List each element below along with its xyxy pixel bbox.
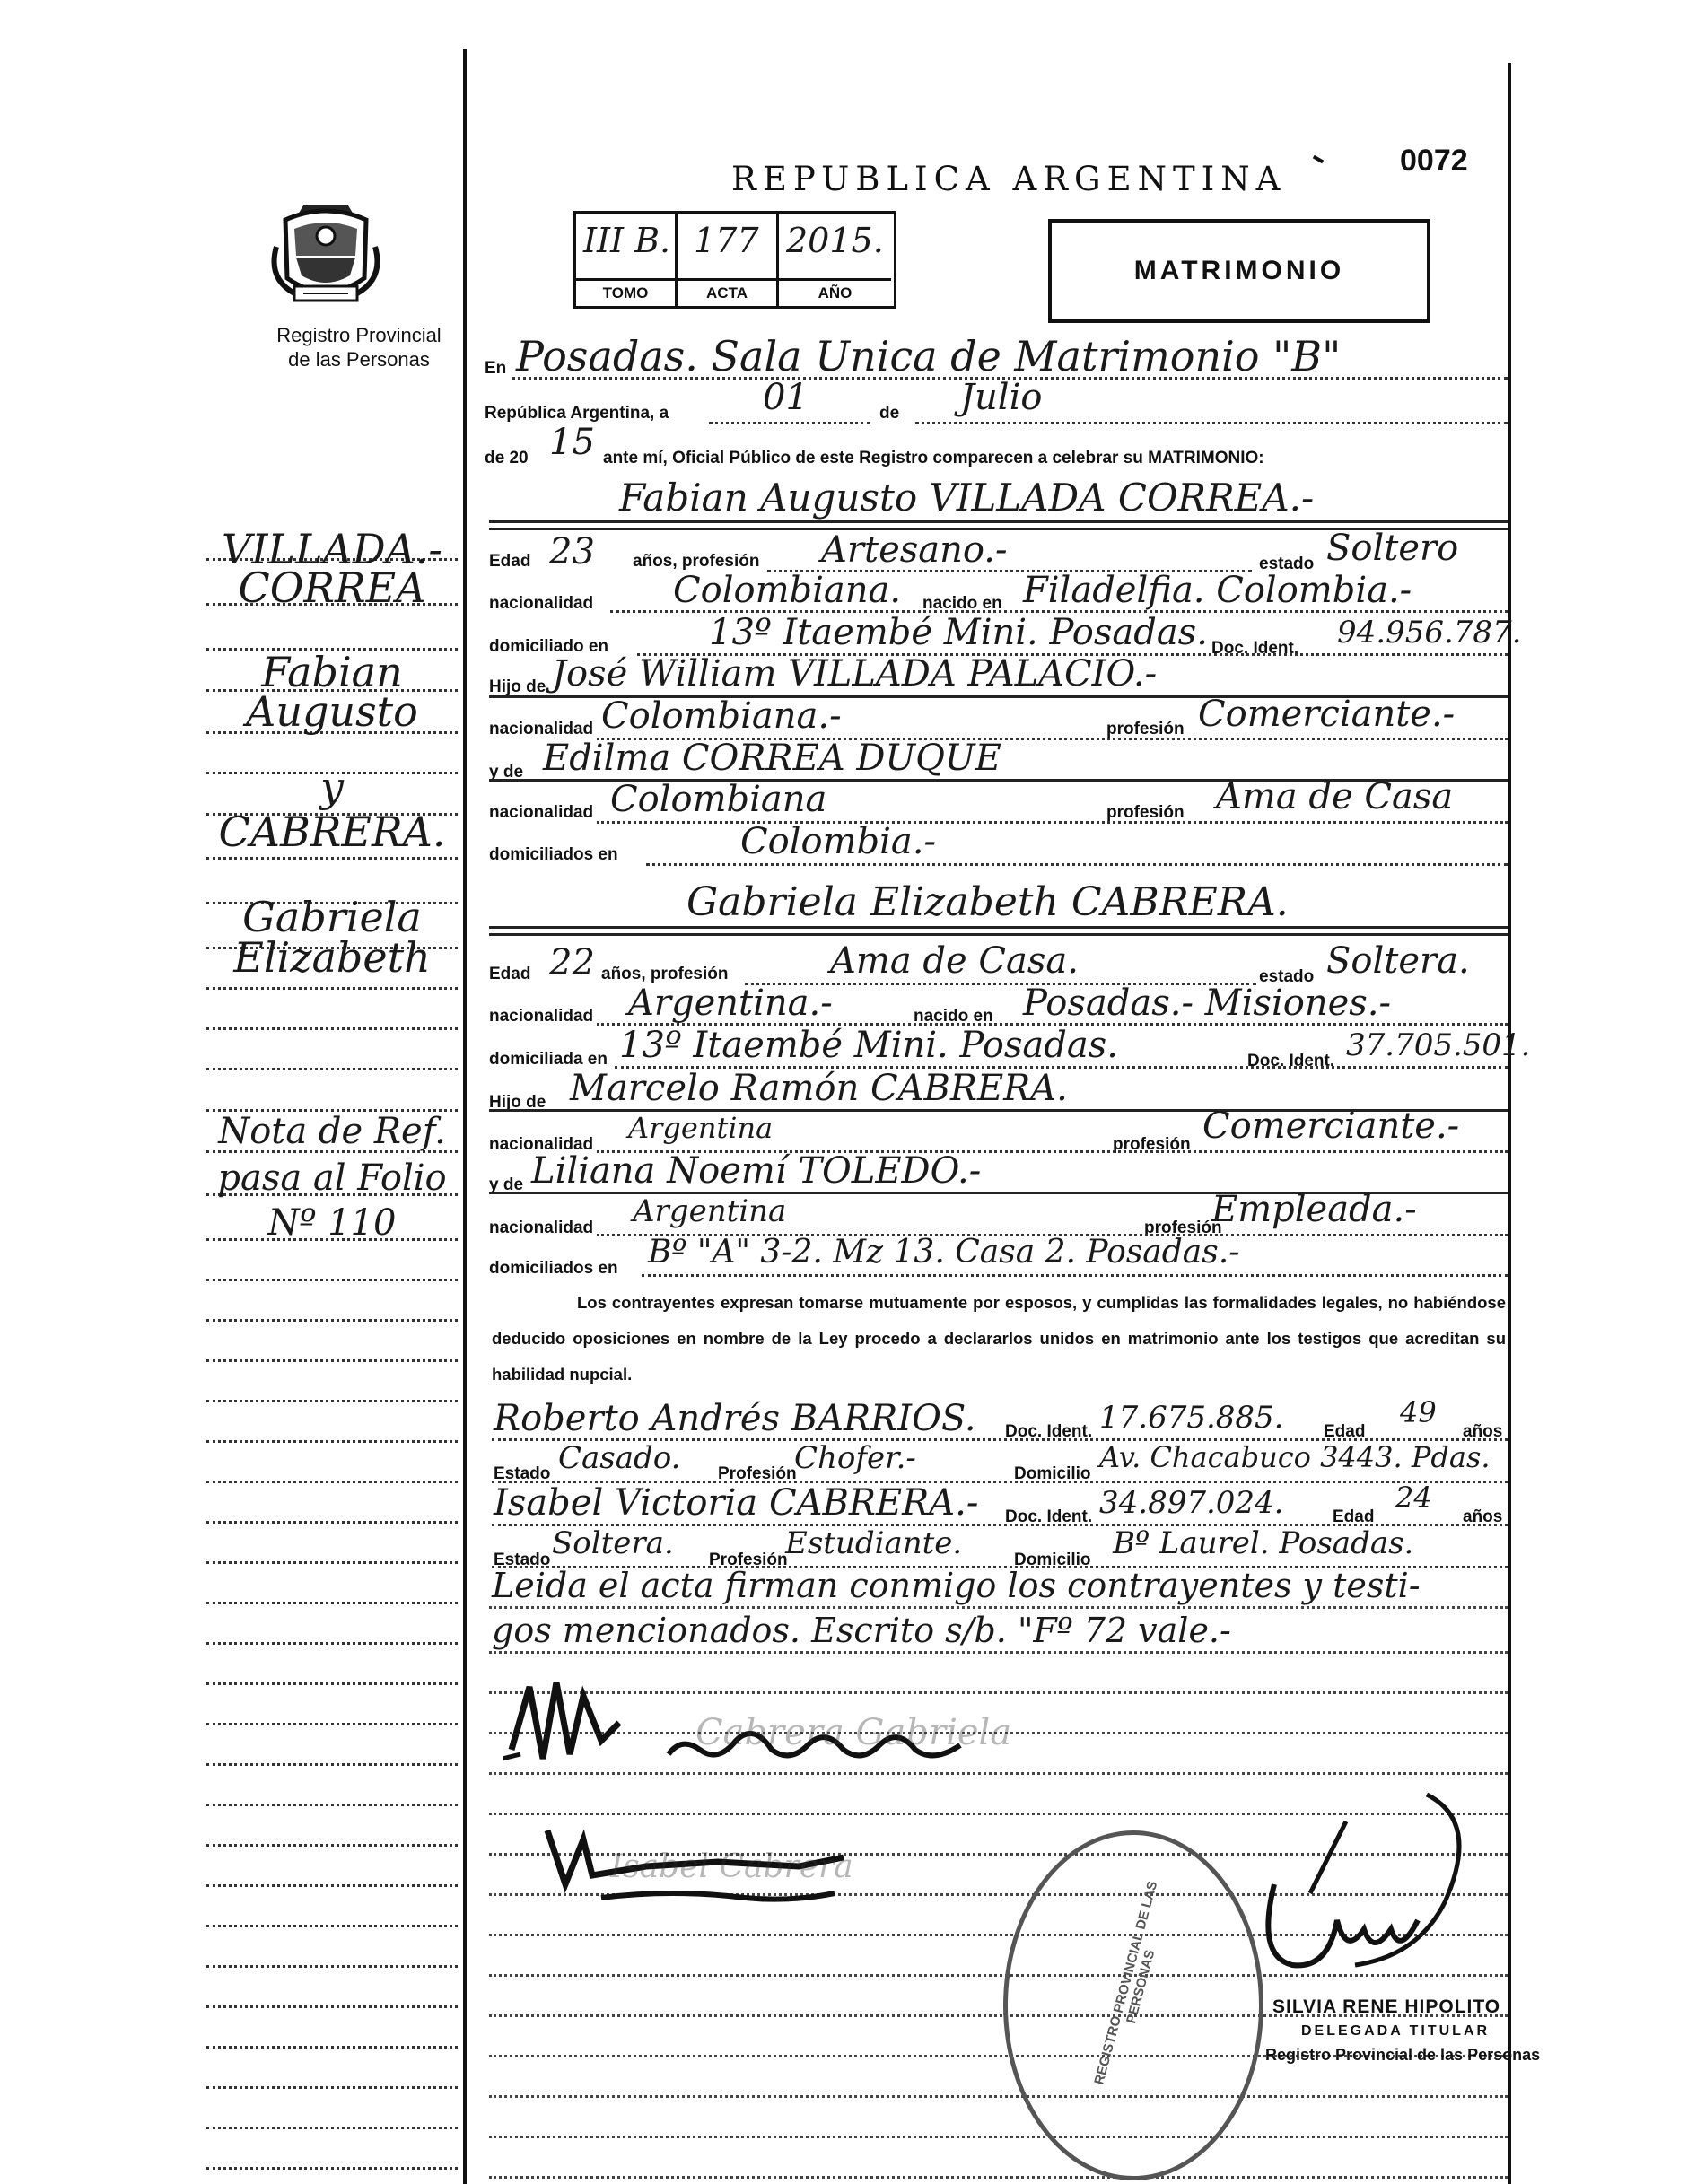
groom-edad-label: Edad — [489, 552, 531, 571]
acta-label: ACTA — [678, 278, 779, 306]
bride-dom-label: domiciliada en — [489, 1050, 608, 1069]
year-prefix: de 20 — [485, 449, 529, 467]
witness2-edad-label: Edad — [1333, 1507, 1375, 1526]
groom-doc: 94.956.787. — [1337, 615, 1522, 651]
margin-given2: Augusto — [246, 687, 418, 736]
margin-surname3: CABRERA. — [218, 808, 446, 856]
groom-civil-status: Soltero — [1326, 528, 1459, 569]
groom-father-prof: Comerciante.- — [1198, 694, 1456, 735]
margin-line — [206, 1723, 458, 1725]
margin-surname1: VILLADA.- — [222, 525, 442, 573]
margin-line — [206, 1068, 458, 1070]
margin-line — [206, 1602, 458, 1604]
witness1-edad-label: Edad — [1324, 1422, 1366, 1441]
bride-birthplace: Posadas.- Misiones.- — [1023, 983, 1392, 1024]
bride-edad-label: Edad — [489, 965, 531, 983]
declaration-text: Los contrayentes expresan tomarse mutuamente por esposos, y cumplidas las formalidades legales, no habiéndose deducido oposiciones en nombre de la Ley procedo a declararlos unidos en matrimonio ante los testigos que acreditan su habilidad nupcial. — [492, 1293, 1506, 1384]
groom-profession: Artesano.- — [821, 529, 1008, 571]
groom-name: Fabian Augusto VILLADA CORREA.- — [619, 476, 1315, 520]
acta-cell — [678, 214, 779, 278]
margin-line — [206, 1400, 458, 1402]
witness1-status: Casado. — [558, 1440, 681, 1476]
document-type-box: MATRIMONIO — [1048, 219, 1430, 323]
bride-address: 13º Itaembé Mini. Posadas. — [619, 1025, 1118, 1066]
witness2-address: Bº Laurel. Posadas. — [1113, 1525, 1414, 1561]
bride-nationality: Argentina.- — [628, 983, 833, 1024]
witness2-anos-label: años — [1463, 1507, 1503, 1526]
groom-signature-icon — [503, 1669, 628, 1777]
bride-civil-status: Soltera. — [1326, 940, 1470, 982]
witness1-anos-label: años — [1463, 1422, 1503, 1441]
margin-line — [206, 1359, 458, 1362]
official-title: DELEGADA TITULAR — [1301, 2023, 1491, 2039]
tomo-cell — [576, 214, 678, 278]
right-border-line — [1508, 63, 1511, 2184]
ruled-line — [489, 1606, 1508, 1609]
margin-given4: Elizabeth — [233, 933, 431, 982]
witness1-profession: Chofer.- — [794, 1440, 916, 1476]
groom-yde-label: y de — [489, 763, 524, 782]
groom-estado-label: estado — [1259, 555, 1315, 573]
margin-line — [206, 1925, 458, 1927]
margin-conj: y — [320, 763, 344, 811]
margin-line — [206, 1965, 458, 1968]
bride-name-line2 — [489, 933, 1508, 936]
tick-mark — [1313, 149, 1327, 163]
margin-line — [206, 1440, 458, 1443]
page-number: 0072 — [1400, 144, 1468, 178]
groom-father-nat: Colombiana.- — [601, 695, 842, 737]
witness2-doc-label: Doc. Ident. — [1005, 1507, 1093, 1526]
witness1-dom-label: Domicilio — [1014, 1464, 1091, 1483]
ruled-line — [489, 2095, 1508, 2098]
groom-hijo-label: Hijo de — [489, 677, 546, 696]
margin-line — [206, 1844, 458, 1847]
groom-birthplace: Filadelfia. Colombia.- — [1023, 570, 1412, 611]
provincial-crest-icon — [267, 193, 384, 310]
de-label: de — [879, 404, 900, 423]
margin-line — [206, 1319, 458, 1322]
bride-name: Gabriela Elizabeth CABRERA. — [686, 879, 1289, 925]
margin-line — [206, 2086, 458, 2089]
official-registry: Registro Provincial de las Personas — [1265, 2046, 1541, 2064]
bride-doc: 37.705.501. — [1346, 1027, 1531, 1063]
witness1-name: Roberto Andrés BARRIOS. — [494, 1398, 976, 1439]
anio-value: 2015. — [786, 221, 884, 260]
acta-value: 177 — [694, 221, 759, 260]
witness1-address: Av. Chacabuco 3443. Pdas. — [1099, 1440, 1491, 1474]
groom-nacido-label: nacido en — [922, 594, 1002, 613]
witness2-profession: Estudiante. — [785, 1525, 963, 1561]
bride-parents-fill — [642, 1274, 1508, 1277]
bride-father-prof-label: profesión — [1113, 1135, 1191, 1154]
margin-note3: Nº 110 — [267, 1202, 397, 1244]
month-fill — [915, 422, 1508, 424]
ruled-line — [489, 2176, 1508, 2179]
groom-age: 23 — [549, 531, 595, 572]
witness1-estado-label: Estado — [494, 1464, 551, 1483]
groom-doc-label: Doc. Ident. — [1211, 639, 1299, 658]
bride-father: Marcelo Ramón CABRERA. — [570, 1068, 1068, 1109]
margin-note2: pasa al Folio — [217, 1158, 447, 1199]
groom-name-line — [489, 520, 1508, 523]
margin-line — [206, 857, 458, 860]
margin-line — [206, 1521, 458, 1524]
margin-line — [206, 2127, 458, 2129]
anio-cell — [779, 214, 891, 278]
margin-line — [206, 1682, 458, 1685]
groom-mother-prof-label: profesión — [1106, 803, 1185, 822]
witness1-age: 49 — [1400, 1395, 1437, 1429]
month-value: Julio — [960, 377, 1043, 418]
official-name: SILVIA RENE HIPOLITO — [1272, 1996, 1501, 2017]
witness2-age: 24 — [1395, 1481, 1432, 1515]
closing-line2: gos mencionados. Escrito s/b. "Fº 72 vale.- — [492, 1611, 1231, 1650]
bride-father-nat-label: nacionalidad — [489, 1135, 594, 1154]
margin-given3: Gabriela — [242, 893, 422, 941]
bride-age: 22 — [549, 942, 595, 983]
margin-line — [206, 1642, 458, 1645]
closing-line1: Leida el acta firman conmigo los contrayentes y testi- — [492, 1566, 1421, 1605]
official-signature-icon — [1220, 1786, 1508, 2001]
tomo-label: TOMO — [576, 278, 678, 306]
en-label: En — [485, 359, 507, 378]
bride-hijo-label: Hijo de — [489, 1093, 546, 1112]
groom-father-nat-label: nacionalidad — [489, 720, 594, 738]
groom-parents-fill — [646, 863, 1508, 866]
bride-name-line — [489, 926, 1508, 929]
margin-line — [206, 1804, 458, 1806]
ruled-line — [489, 1691, 1508, 1694]
registry-line2: de las Personas — [288, 348, 430, 371]
groom-mother-nat-fill — [597, 821, 1508, 824]
bride-estado-label: estado — [1259, 967, 1315, 986]
groom-parents-dom-label: domiciliados en — [489, 845, 618, 864]
margin-line — [206, 1279, 458, 1281]
registry-title — [224, 323, 494, 371]
margin-line — [206, 987, 458, 990]
tomo-acta-anio-box — [573, 211, 896, 309]
year-suffix: 15 — [549, 422, 595, 463]
bride-parents-dom-label: domiciliados en — [489, 1259, 618, 1278]
ruled-line — [489, 1651, 1508, 1654]
witness2-dom-label: Domicilio — [1014, 1551, 1091, 1569]
witness-signature-text: Isabel Cabrera — [610, 1848, 853, 1885]
margin-surname2: CORREA — [238, 563, 426, 612]
tomo-value: III B. — [583, 221, 671, 260]
registry-line1: Registro Provincial — [276, 324, 442, 346]
groom-mother-nat: Colombiana — [610, 779, 827, 820]
witness1-prof-label: Profesión — [718, 1464, 797, 1483]
groom-dom-label: domiciliado en — [489, 637, 609, 656]
bride-father-nat: Argentina — [628, 1111, 774, 1145]
groom-anos-label: años, profesión — [633, 552, 760, 571]
margin-line — [206, 2005, 458, 2008]
bride-doc-label: Doc. Ident. — [1247, 1052, 1335, 1070]
witness2-doc: 34.897.024. — [1099, 1485, 1284, 1521]
bride-father-prof: Comerciante.- — [1202, 1105, 1460, 1147]
bride-mother: Liliana Noemí TOLEDO.- — [531, 1150, 982, 1192]
margin-note1: Nota de Ref. — [218, 1111, 446, 1152]
margin-line — [206, 2046, 458, 2049]
bride-signature-text: Cabrera Gabriela — [695, 1712, 1012, 1753]
witness2-status: Soltera. — [552, 1525, 674, 1561]
bride-parents-address: Bº "A" 3-2. Mz 13. Casa 2. Posadas.- — [648, 1234, 1240, 1271]
bride-nac-label: nacionalidad — [489, 1007, 594, 1026]
compare-text: ante mí, Oficial Público de este Registro comparecen a celebrar su MATRIMONIO: — [603, 449, 1264, 467]
groom-father: José William VILLADA PALACIO.- — [552, 653, 1158, 695]
bride-mother-prof: Empleada.- — [1211, 1189, 1417, 1230]
bride-mother-nat: Argentina — [633, 1193, 787, 1229]
bride-anos-label: años, profesión — [601, 965, 729, 983]
witness2-prof-label: Profesión — [709, 1551, 788, 1569]
margin-line — [206, 2167, 458, 2170]
republica-label: República Argentina, a — [485, 404, 669, 423]
bride-nacido-label: nacido en — [914, 1007, 993, 1026]
margin-line — [206, 1027, 458, 1030]
anio-label: AÑO — [779, 278, 891, 306]
margin-line — [206, 1884, 458, 1887]
bride-profession: Ama de Casa. — [830, 940, 1079, 982]
groom-nac-label: nacionalidad — [489, 594, 594, 613]
country-title: REPUBLICA ARGENTINA — [731, 160, 1287, 198]
margin-line — [206, 1763, 458, 1766]
groom-nationality: Colombiana. — [673, 570, 902, 611]
witness1-doc: 17.675.885. — [1099, 1400, 1284, 1436]
witness2-estado-label: Estado — [494, 1551, 551, 1569]
place-value: Posadas. Sala Unica de Matrimonio "B" — [516, 332, 1342, 380]
ruled-line — [489, 2136, 1508, 2138]
margin-line — [206, 1561, 458, 1564]
groom-father-prof-label: profesión — [1106, 720, 1185, 738]
margin-line — [206, 1481, 458, 1483]
ruled-line — [489, 1772, 1508, 1775]
groom-parents-address: Colombia.- — [740, 821, 936, 862]
bride-mother-nat-label: nacionalidad — [489, 1219, 594, 1237]
groom-address: 13º Itaembé Mini. Posadas. — [709, 612, 1208, 653]
bride-mother-prof-label: profesión — [1144, 1219, 1222, 1237]
bride-yde-label: y de — [489, 1175, 524, 1194]
seal-text: REGISTRO PROVINCIAL DE LAS PERSONAS — [1091, 1879, 1161, 2086]
witness2-name: Isabel Victoria CABRERA.- — [494, 1482, 979, 1524]
margin-given1: Fabian — [261, 648, 403, 696]
groom-mother: Edilma CORREA DUQUE — [543, 738, 1001, 779]
groom-mother-prof: Ama de Casa — [1216, 776, 1454, 817]
day-fill — [709, 422, 870, 424]
day-value: 01 — [763, 377, 809, 418]
witness1-doc-label: Doc. Ident. — [1005, 1422, 1093, 1441]
groom-mother-nat-label: nacionalidad — [489, 803, 594, 822]
